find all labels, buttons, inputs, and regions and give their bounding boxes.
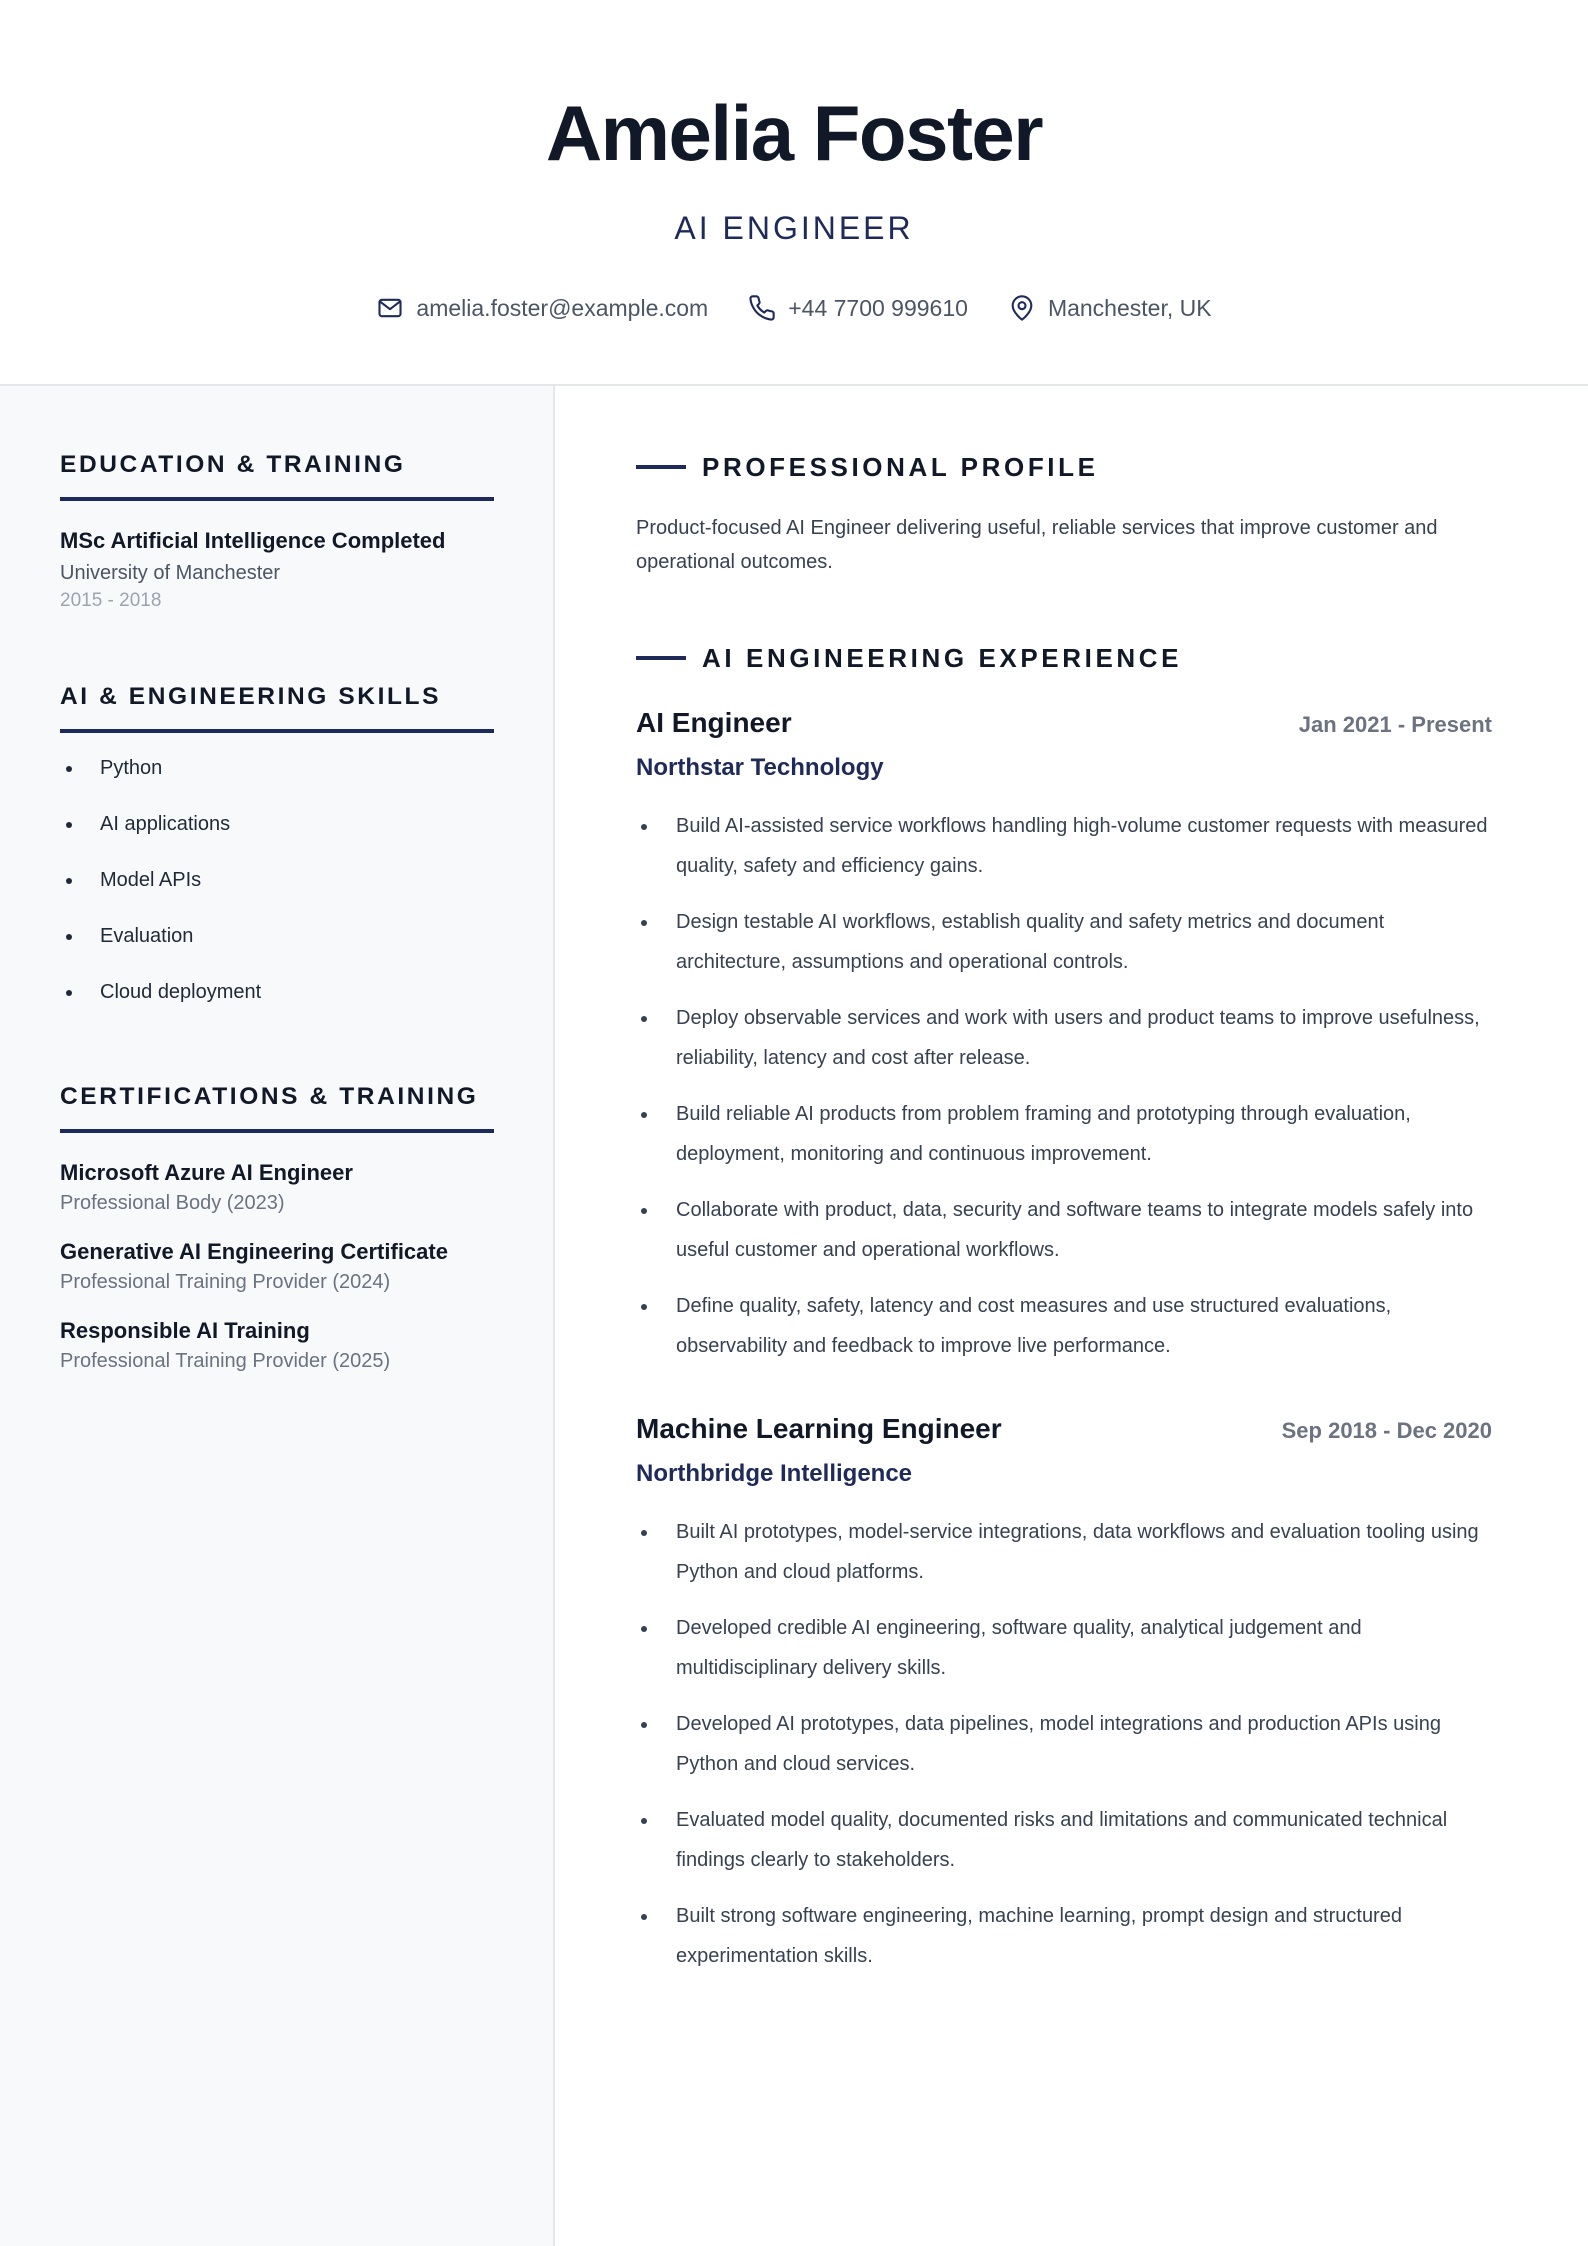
certification-provider: Professional Training Provider (2025) bbox=[60, 1350, 391, 1372]
certification-name: Microsoft Azure AI Engineer bbox=[60, 1160, 353, 1185]
contact-phone-text: +44 7700 999610 bbox=[788, 295, 968, 321]
experience-section bbox=[636, 641, 1492, 1967]
job-bullets bbox=[636, 1512, 1492, 1976]
profile-section bbox=[636, 450, 1492, 579]
contact-email-text: amelia.foster@example.com bbox=[416, 295, 709, 321]
job-header bbox=[636, 705, 1492, 743]
skills-list bbox=[60, 753, 494, 1007]
envelope-icon bbox=[376, 294, 404, 322]
job-bullets bbox=[636, 806, 1492, 1366]
job-bullet: Built AI prototypes, model-service integrations, data workflows and evaluation tooling using Python and cloud platforms. bbox=[636, 1512, 1492, 1592]
certifications-section bbox=[60, 1082, 494, 1374]
certification-item bbox=[60, 1317, 494, 1374]
skill-item: AI applications bbox=[60, 809, 494, 839]
job-bullet: Collaborate with product, data, security and software teams to integrate models safely into useful customer and operational workflows. bbox=[636, 1190, 1492, 1270]
job-bullet: Define quality, safety, latency and cost measures and use structured evaluations, observability and feedback to improve live performance. bbox=[636, 1286, 1492, 1366]
job-dates: Sep 2018 - Dec 2020 bbox=[1281, 1418, 1492, 1443]
skill-item: Evaluation bbox=[60, 921, 494, 951]
job-entry bbox=[636, 705, 1492, 1382]
certification-item bbox=[60, 1238, 494, 1295]
contact-location bbox=[1008, 290, 1212, 326]
skill-item: Cloud deployment bbox=[60, 977, 494, 1007]
resume-header bbox=[0, 0, 1588, 386]
job-bullet: Build AI-assisted service workflows handling high-volume customer requests with measured quality, safety and efficiency gains. bbox=[636, 806, 1492, 886]
skill-item: Python bbox=[60, 753, 494, 783]
job-bullet: Developed AI prototypes, data pipelines, model integrations and production APIs using Python and cloud services. bbox=[636, 1704, 1492, 1784]
certification-item bbox=[60, 1159, 494, 1216]
certification-name: Responsible AI Training bbox=[60, 1318, 310, 1343]
certification-provider: Professional Body (2023) bbox=[60, 1192, 285, 1214]
job-bullet: Design testable AI workflows, establish quality and safety metrics and document architecture, assumptions and operational controls. bbox=[636, 902, 1492, 982]
job-bullet: Developed credible AI engineering, software quality, analytical judgement and multidisciplinary delivery skills. bbox=[636, 1608, 1492, 1688]
job-role: AI Engineer bbox=[636, 707, 792, 738]
job-company: Northstar Technology bbox=[636, 754, 884, 781]
phone-icon bbox=[748, 294, 776, 322]
contact-location-text: Manchester, UK bbox=[1047, 295, 1212, 321]
skill-item: Model APIs bbox=[60, 865, 494, 895]
left-sidebar bbox=[0, 386, 555, 2246]
job-dates: Jan 2021 - Present bbox=[1298, 712, 1492, 737]
job-role: Machine Learning Engineer bbox=[636, 1413, 1002, 1444]
profile-heading-text: PROFESSIONAL PROFILE bbox=[702, 452, 1099, 482]
job-entry bbox=[636, 1411, 1492, 1992]
heading-accent-bar bbox=[636, 465, 686, 469]
certification-provider: Professional Training Provider (2024) bbox=[60, 1271, 391, 1293]
education-section bbox=[60, 450, 494, 614]
profile-summary: Product-focused AI Engineer delivering useful, reliable services that improve customer and operational outcomes. bbox=[636, 517, 1438, 573]
skills-section bbox=[60, 682, 494, 1033]
experience-heading bbox=[636, 641, 1492, 675]
education-years: 2015 - 2018 bbox=[60, 590, 162, 611]
education-school: University of Manchester bbox=[60, 562, 281, 584]
main-column bbox=[557, 386, 1588, 2246]
job-bullet: Evaluated model quality, documented risks and limitations and communicated technical findings clearly to stakeholders. bbox=[636, 1800, 1492, 1880]
job-bullet: Deploy observable services and work with users and product teams to improve usefulness, reliability, latency and cost after release. bbox=[636, 998, 1492, 1078]
job-bullet: Built strong software engineering, machine learning, prompt design and structured experimentation skills. bbox=[636, 1896, 1492, 1976]
skills-heading: AI & ENGINEERING SKILLS bbox=[60, 682, 494, 733]
experience-heading-text: AI ENGINEERING EXPERIENCE bbox=[702, 643, 1183, 673]
contact-email[interactable] bbox=[376, 290, 708, 326]
heading-accent-bar bbox=[636, 656, 686, 660]
education-heading: EDUCATION & TRAINING bbox=[60, 450, 494, 501]
certification-name: Generative AI Engineering Certificate bbox=[60, 1239, 448, 1264]
job-company: Northbridge Intelligence bbox=[636, 1460, 913, 1487]
profile-heading bbox=[636, 450, 1492, 484]
contact-bar bbox=[0, 290, 1588, 326]
candidate-title: AI ENGINEER bbox=[674, 210, 914, 246]
map-pin-icon bbox=[1008, 294, 1036, 322]
job-bullet: Build reliable AI products from problem framing and prototyping through evaluation, deployment, monitoring and continuous improvement. bbox=[636, 1094, 1492, 1174]
certifications-heading: CERTIFICATIONS & TRAINING bbox=[60, 1082, 494, 1133]
candidate-name: Amelia Foster bbox=[545, 89, 1043, 177]
contact-phone[interactable] bbox=[748, 290, 968, 326]
education-degree: MSc Artificial Intelligence Completed bbox=[60, 528, 446, 553]
job-header bbox=[636, 1411, 1492, 1449]
